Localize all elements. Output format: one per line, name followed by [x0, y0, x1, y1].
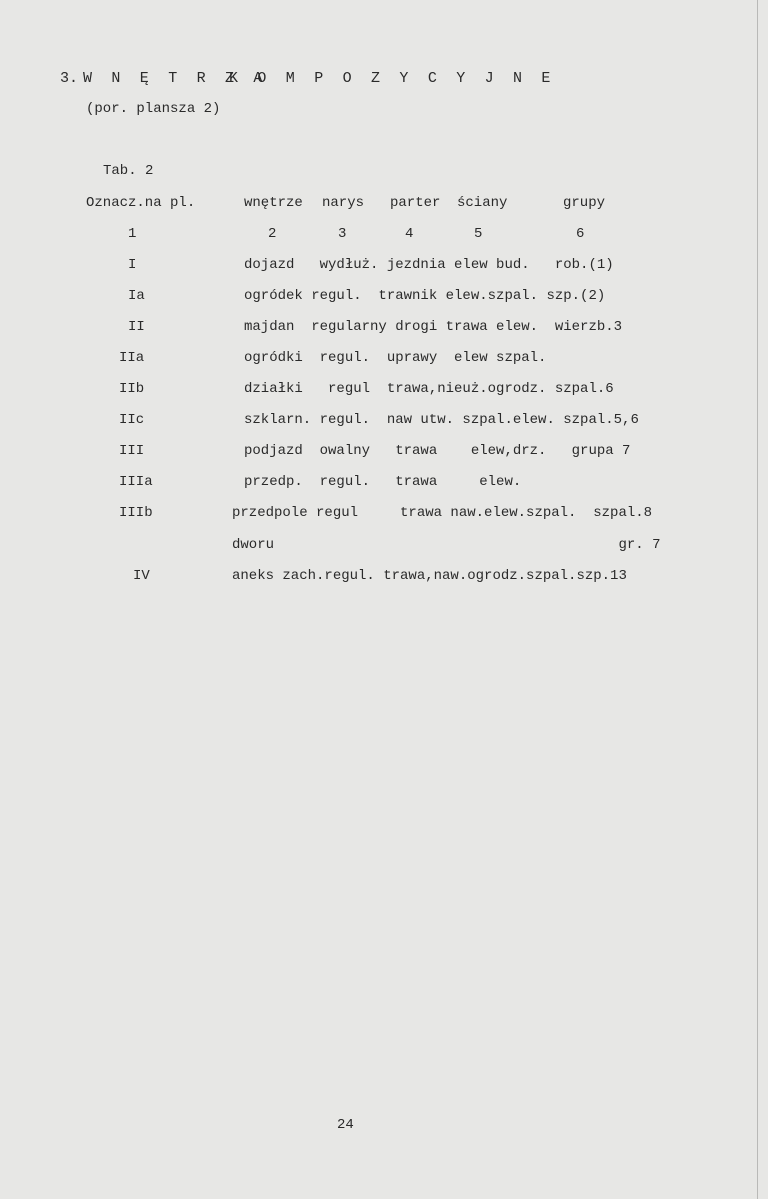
- row-oznacz: IIa: [119, 350, 145, 366]
- header-grupy: grupy: [563, 195, 606, 211]
- section-title-part1: W N Ę T R Z A: [83, 70, 268, 87]
- section-number: 3.: [60, 70, 79, 87]
- row-oznacz: IIb: [119, 381, 145, 397]
- row-oznacz: IV: [133, 568, 150, 584]
- column-number-3: 3: [338, 226, 347, 242]
- table-row: dojazd wydłuż. jezdnia elew bud. rob.(1): [244, 257, 614, 273]
- header-parter: parter: [390, 195, 441, 211]
- row-oznacz: Ia: [128, 288, 145, 304]
- table-row: ogródek regul. trawnik elew.szpal. szp.(2): [244, 288, 606, 304]
- table-row: ogródki regul. uprawy elew szpal.: [244, 350, 547, 366]
- table-row: aneks zach.regul. trawa,naw.ogrodz.szpal.szp.13: [232, 568, 627, 584]
- row-oznacz: II: [128, 319, 145, 335]
- table-row: działki regul trawa,nieuż.ogrodz. szpal.6: [244, 381, 614, 397]
- column-number-1: 1: [128, 226, 137, 242]
- section-reference: (por. plansza 2): [86, 101, 221, 117]
- header-wnetrze: wnętrze: [244, 195, 303, 211]
- row-oznacz: III: [119, 443, 145, 459]
- page-edge-line: [757, 0, 758, 1199]
- column-number-2: 2: [268, 226, 277, 242]
- page-number: 24: [337, 1117, 354, 1133]
- row-oznacz: IIIa: [119, 474, 153, 490]
- section-title-part2: K O M P O Z Y C Y J N E: [229, 70, 556, 87]
- header-oznacz: Oznacz.na pl.: [86, 195, 196, 211]
- header-narys: narys: [322, 195, 365, 211]
- row-oznacz: IIIb: [119, 505, 153, 521]
- table-row: szklarn. regul. naw utw. szpal.elew. szpal.5,6: [244, 412, 639, 428]
- row-oznacz: I: [128, 257, 137, 273]
- header-sciany: ściany: [457, 195, 508, 211]
- row-oznacz: IIc: [119, 412, 145, 428]
- table-row: podjazd owalny trawa elew,drz. grupa 7: [244, 443, 631, 459]
- table-row: majdan regularny drogi trawa elew. wierzb.3: [244, 319, 623, 335]
- table-row: przedpole regul trawa naw.elew.szpal. szpal.8: [232, 505, 653, 521]
- table-row: przedp. regul. trawa elew.: [244, 474, 522, 490]
- table-label: Tab. 2: [103, 163, 154, 179]
- column-number-5: 5: [474, 226, 483, 242]
- table-row: dworu gr. 7: [232, 537, 661, 553]
- column-number-4: 4: [405, 226, 414, 242]
- column-number-6: 6: [576, 226, 585, 242]
